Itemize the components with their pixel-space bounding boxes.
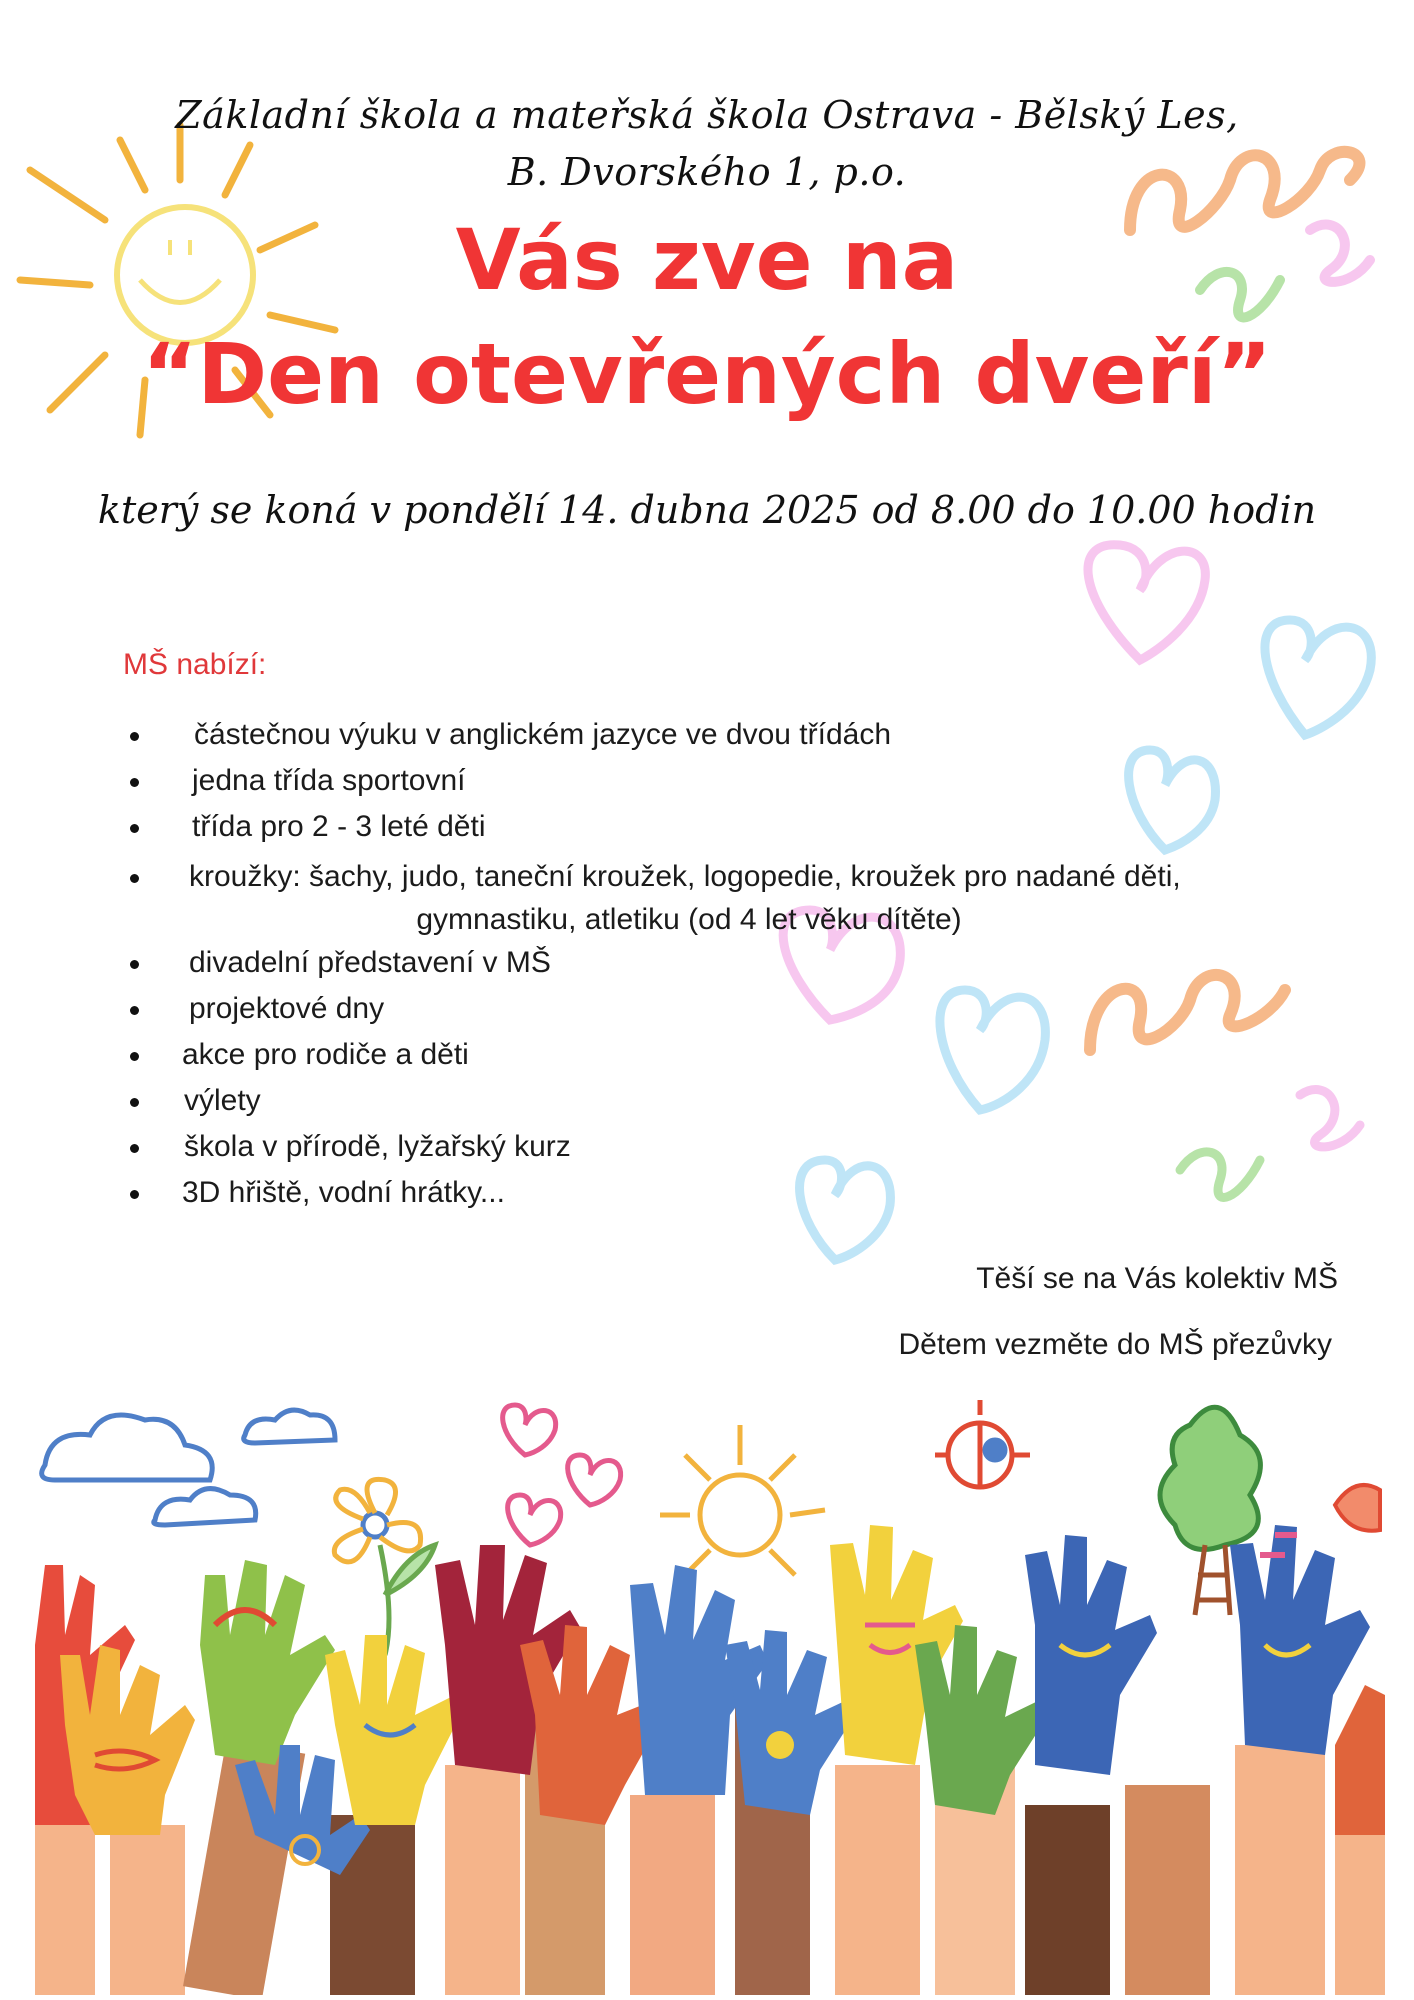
event-date-line: který se koná v pondělí 14. dubna 2025 od 8.00 do 10.00 hodin [97, 488, 1317, 532]
list-item: jedna třída sportovní [124, 758, 1324, 804]
bullet-icon [130, 1144, 139, 1153]
list-item: výlety [124, 1078, 1324, 1124]
headline-invite: Vás zve na [455, 211, 959, 309]
bullet-icon [130, 778, 139, 787]
cloud-doodles [42, 1410, 335, 1525]
flower-doodle [334, 1479, 435, 1655]
ladybug-doodle [935, 1400, 1030, 1487]
bullet-icon [130, 732, 139, 741]
bullet-icon [130, 960, 139, 969]
raised-painted-hands-illustration [35, 1395, 1385, 1995]
list-item: kroužky: šachy, judo, taneční kroužek, logopedie, kroužek pro nadané děti, gymnastiku, atletiku (od 4 let věku dítěte) [124, 854, 1324, 940]
bullet-icon [130, 1006, 139, 1015]
list-item: třída pro 2 - 3 leté děti [124, 804, 1324, 850]
closing-greeting: Těší se na Vás kolektiv MŠ [976, 1262, 1338, 1295]
bullet-icon [130, 1190, 139, 1199]
bullet-icon [130, 824, 139, 833]
list-item: akce pro rodiče a děti [124, 1032, 1324, 1078]
list-item: částečnou výuku v anglickém jazyce ve dvou třídách [124, 712, 1324, 758]
list-item: divadelní představení v MŠ [124, 940, 1324, 986]
school-name-line1: Základní škola a mateřská škola Ostrava - Bělský Les, [175, 93, 1239, 137]
list-item: projektové dny [124, 986, 1324, 1032]
closing-note: Dětem vezměte do MŠ přezůvky [898, 1328, 1332, 1361]
offer-list [124, 712, 1324, 1216]
school-address-line2: B. Dvorského 1, p.o. [507, 150, 907, 194]
bullet-icon [130, 874, 139, 883]
offer-title: MŠ nabízí: [123, 648, 267, 681]
list-item-continuation: gymnastiku, atletiku (od 4 let věku dítěte) [416, 903, 962, 936]
headline-event-name: “Den otevřených dveří” [142, 325, 1272, 423]
bullet-icon [130, 1098, 139, 1107]
list-item: 3D hřiště, vodní hrátky... [124, 1170, 1324, 1216]
bullet-icon [130, 1052, 139, 1061]
list-item: škola v přírodě, lyžařský kurz [124, 1124, 1324, 1170]
